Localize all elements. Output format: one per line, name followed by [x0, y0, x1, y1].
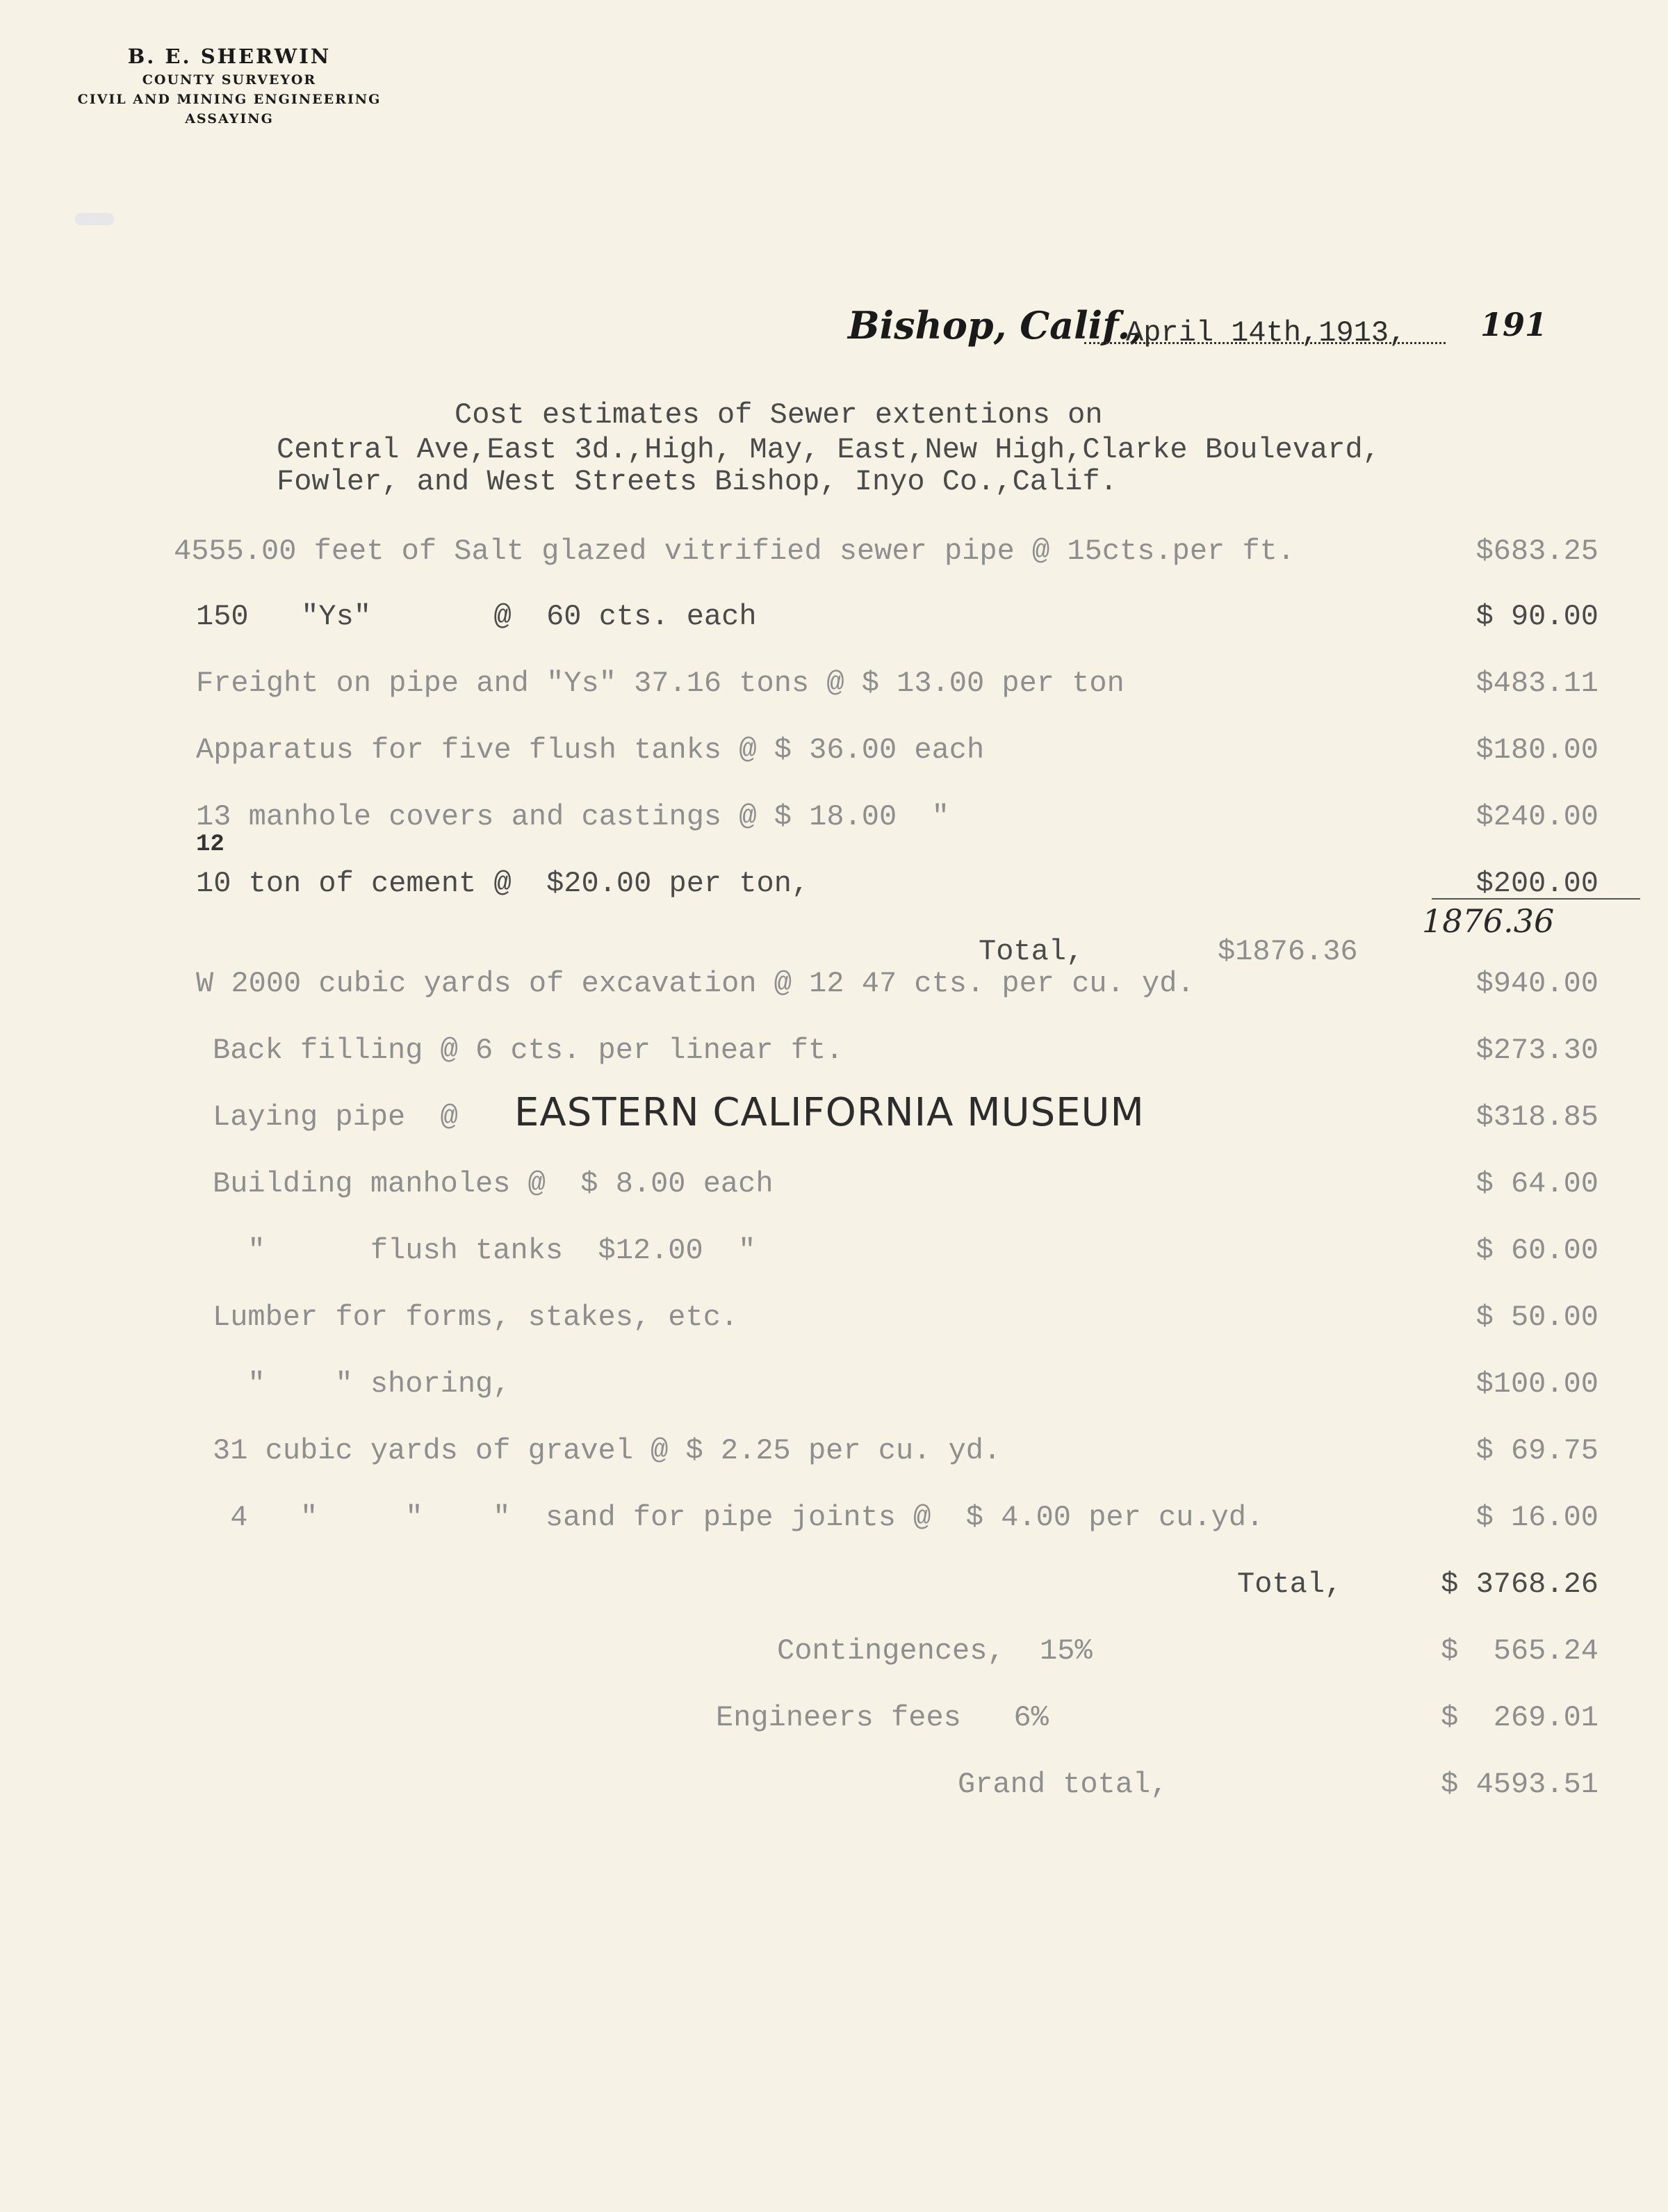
line-item-amount: $318.85 — [1475, 1100, 1598, 1134]
subtotal-amount: $1876.36 — [1218, 935, 1358, 968]
total-amount: $ 3768.26 — [1441, 1568, 1598, 1601]
line-item-desc: Lumber for forms, stakes, etc. — [213, 1301, 739, 1334]
line-item-desc: Freight on pipe and "Ys" 37.16 tons @ $ 13.00 per ton — [196, 667, 1125, 700]
letterhead-title: COUNTY SURVEYOR — [142, 72, 317, 88]
grand-total-amount: $ 4593.51 — [1441, 1768, 1598, 1801]
line-item-desc: 31 cubic yards of gravel @ $ 2.25 per cu. yd. — [213, 1434, 1001, 1467]
line-item-amount: $240.00 — [1475, 800, 1598, 833]
line-item-amount: $940.00 — [1475, 967, 1598, 1000]
subtotal-rule — [1432, 898, 1640, 900]
contingencies-amount: $ 565.24 — [1441, 1634, 1598, 1668]
engineers-fees-amount: $ 269.01 — [1441, 1701, 1598, 1734]
heading-line-3: Fowler, and West Streets Bishop, Inyo Co.,Calif. — [277, 465, 1118, 498]
subtotal-label: Total, — [979, 935, 1084, 968]
grand-total-label: Grand total, — [958, 1768, 1168, 1801]
line-item-desc: " flush tanks $12.00 " — [213, 1234, 756, 1267]
total-label: Total, — [1237, 1568, 1343, 1601]
line-item-amount: $ 60.00 — [1475, 1234, 1598, 1267]
heading-line-2: Central Ave,East 3d.,High, May, East,New High,Clarke Boulevard, — [277, 433, 1380, 466]
line-item-amount: $180.00 — [1475, 733, 1598, 767]
line-item-desc: Back filling @ 6 cts. per linear ft. — [213, 1034, 844, 1067]
line-item-desc: 4 " " " sand for pipe joints @ $ 4.00 per cu.yd. — [213, 1501, 1264, 1534]
line-item-amount: $200.00 — [1475, 867, 1598, 900]
line-item-amount: $ 90.00 — [1475, 600, 1598, 633]
line-item-amount: $ 50.00 — [1475, 1301, 1598, 1334]
dateline-printed-year: 191 — [1480, 306, 1548, 343]
line-item-amount: $100.00 — [1475, 1367, 1598, 1401]
dateline-place: Bishop, Calif., — [848, 303, 1144, 348]
line-item-desc: Laying pipe @ — [213, 1100, 458, 1134]
letterhead-assaying: ASSAYING — [185, 111, 274, 127]
paper-stain — [75, 213, 114, 225]
letterhead — [28, 44, 431, 127]
line-item-desc: 13 manhole covers and castings @ $ 18.00 " — [196, 800, 949, 833]
handwritten-subtotal: 1876.36 — [1422, 902, 1555, 940]
typed-overstrike: 12 — [196, 831, 224, 858]
contingencies-label: Contingences, 15% — [777, 1634, 1093, 1668]
line-item-desc: 10 ton of cement @ $20.00 per ton, — [196, 867, 810, 900]
line-item-amount: $273.30 — [1475, 1034, 1598, 1067]
line-item-desc: 4555.00 feet of Salt glazed vitrified sewer pipe @ 15cts.per ft. — [174, 535, 1295, 568]
line-item-amount: $683.25 — [1475, 535, 1598, 568]
letterhead-name: B. E. SHERWIN — [127, 44, 332, 68]
museum-watermark: EASTERN CALIFORNIA MUSEUM — [514, 1090, 1145, 1135]
line-item-desc: 150 "Ys" @ 60 cts. each — [196, 600, 757, 633]
line-item-amount: $ 69.75 — [1475, 1434, 1598, 1467]
line-item-amount: $ 64.00 — [1475, 1167, 1598, 1201]
line-item-desc: W 2000 cubic yards of excavation @ 12 47 cts. per cu. yd. — [196, 967, 1195, 1000]
letterhead-services: CIVIL AND MINING ENGINEERING — [77, 92, 382, 107]
heading-line-1: Cost estimates of Sewer extentions on — [455, 398, 1103, 432]
dateline-date: April 14th,1913, — [1126, 316, 1407, 350]
line-item-amount: $483.11 — [1475, 667, 1598, 700]
line-item-desc: " " shoring, — [213, 1367, 511, 1401]
engineers-fees-label: Engineers fees 6% — [716, 1701, 1049, 1734]
line-item-amount: $ 16.00 — [1475, 1501, 1598, 1534]
line-item-desc: Apparatus for five flush tanks @ $ 36.00 each — [196, 733, 985, 767]
line-item-desc: Building manholes @ $ 8.00 each — [213, 1167, 774, 1201]
